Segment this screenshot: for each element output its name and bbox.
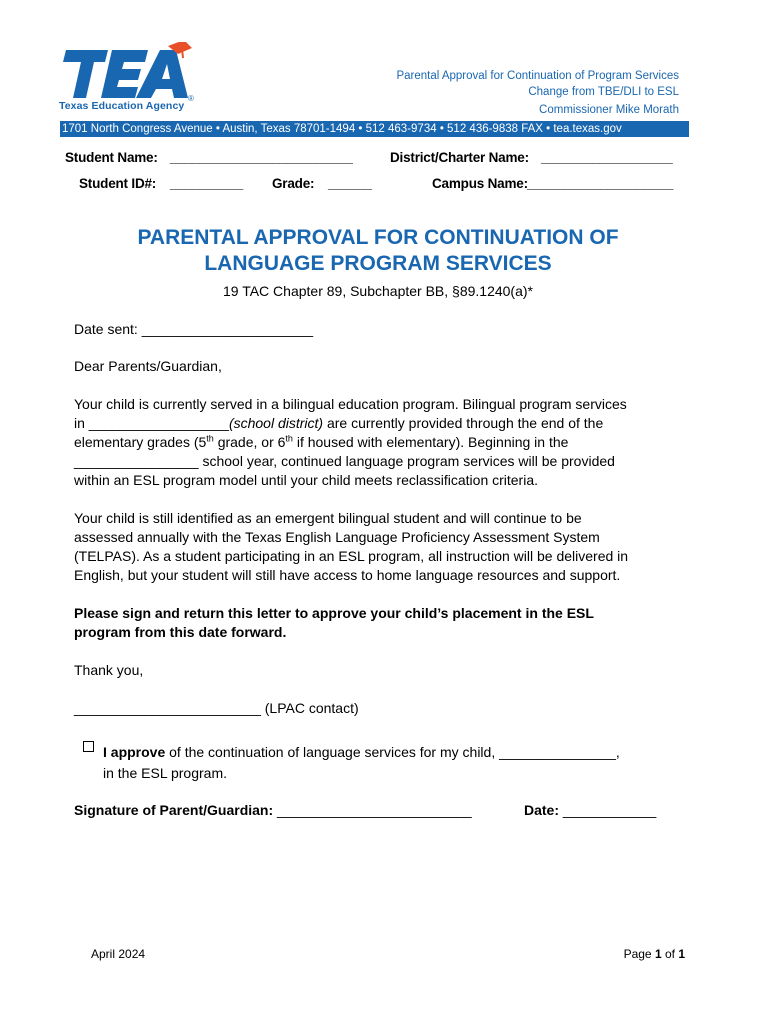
grade-blank: ______	[328, 176, 372, 191]
district-blank: __________________	[541, 150, 673, 165]
p1-line-2	[74, 414, 603, 433]
commissioner-name: Commissioner Mike Morath	[539, 104, 679, 116]
student-name-field	[65, 150, 158, 165]
p1-line-1: Your child is currently served in a bilingual education program. Bilingual program services	[74, 396, 627, 412]
date-field	[524, 801, 656, 820]
p1-line-4: ________________ school year, continued language program services will be provided	[74, 453, 615, 469]
signature-blank: _________________________	[273, 802, 472, 818]
thank-you: Thank you,	[74, 662, 144, 678]
grade-label: Grade:	[272, 176, 315, 191]
lpac-contact-line: ________________________ (LPAC contact)	[74, 700, 359, 716]
approve-statement	[103, 743, 620, 762]
page-of: of	[661, 947, 679, 961]
campus-label: Campus Name:	[432, 176, 528, 191]
approve-line-2: in the ESL program.	[103, 765, 227, 781]
p2-line-2: assessed annually with the Texas English Language Proficiency Assessment System	[74, 529, 600, 545]
p3-line-1: Please sign and return this letter to approve your child’s placement in the ESL	[74, 605, 594, 621]
page-prefix: Page	[623, 947, 655, 961]
page-number	[624, 947, 685, 961]
logo-org-name: Texas Education Agency	[59, 100, 185, 112]
p2-line-1: Your child is still identified as an emergent bilingual student and will continue to be	[74, 510, 582, 526]
sup-th-2: th	[285, 433, 293, 444]
signature-label: Signature of Parent/Guardian:	[74, 802, 274, 818]
doc-title-header: Parental Approval for Continuation of Program Services	[396, 70, 679, 82]
approve-rest: of the continuation of language services for my child, _______________,	[165, 744, 620, 760]
p1-line-2-c: are currently provided through the end of the	[323, 415, 604, 431]
title-line-1: PARENTAL APPROVAL FOR CONTINUATION OF	[137, 226, 619, 249]
tea-logo-mark	[56, 42, 206, 102]
approve-bold: I approve	[103, 744, 166, 760]
school-district-hint: (school district)	[228, 415, 324, 431]
p1-line-5: within an ESL program model until your child meets reclassification criteria.	[74, 472, 539, 488]
p2-line-4: English, but your student will still have access to home language resources and support.	[74, 567, 621, 583]
page-current: 1	[654, 947, 662, 961]
tea-logo	[56, 42, 206, 120]
signature-field	[74, 801, 472, 820]
p1-line-3	[74, 433, 568, 452]
salutation: Dear Parents/Guardian,	[74, 358, 222, 374]
student-id-blank: __________	[170, 176, 244, 191]
footer-date: April 2024	[91, 947, 146, 961]
registered-mark: ®	[188, 94, 194, 103]
sup-th-1: th	[206, 433, 214, 444]
district-label: District/Charter Name:	[390, 150, 529, 165]
date-label: Date:	[524, 802, 560, 818]
p3-line-2: program from this date forward.	[74, 624, 287, 640]
p1-line-3-c: if housed with elementary). Beginning in the	[292, 434, 569, 450]
student-id-label: Student ID#:	[79, 176, 157, 191]
title-line-2: LANGUAGE PROGRAM SERVICES	[204, 252, 552, 275]
date-sent: Date sent: ______________________	[74, 321, 313, 337]
page-total: 1	[678, 947, 685, 961]
citation: 19 TAC Chapter 89, Subchapter BB, §89.1240(a)*	[222, 283, 533, 299]
student-name-blank: _________________________	[170, 150, 353, 165]
doc-change-header: Change from TBE/DLI to ESL	[528, 86, 679, 98]
p1-line-2-a: in __________________	[74, 415, 229, 431]
p1-line-3-b: grade, or 6	[213, 434, 286, 450]
campus-blank: ____________________	[527, 176, 674, 191]
page-title	[60, 225, 696, 277]
p1-line-3-a: elementary grades (5	[74, 434, 207, 450]
address-bar: 1701 North Congress Avenue • Austin, Texas 78701-1494 • 512 463-9734 • 512 436-9838 FAX • tea.texas.gov	[60, 121, 689, 137]
approve-checkbox[interactable]	[83, 741, 94, 752]
student-name-label: Student Name:	[65, 150, 158, 165]
p2-line-3: (TELPAS). As a student participating in an ESL program, all instruction will be delivered in	[74, 548, 629, 564]
date-blank: ____________	[559, 802, 657, 818]
